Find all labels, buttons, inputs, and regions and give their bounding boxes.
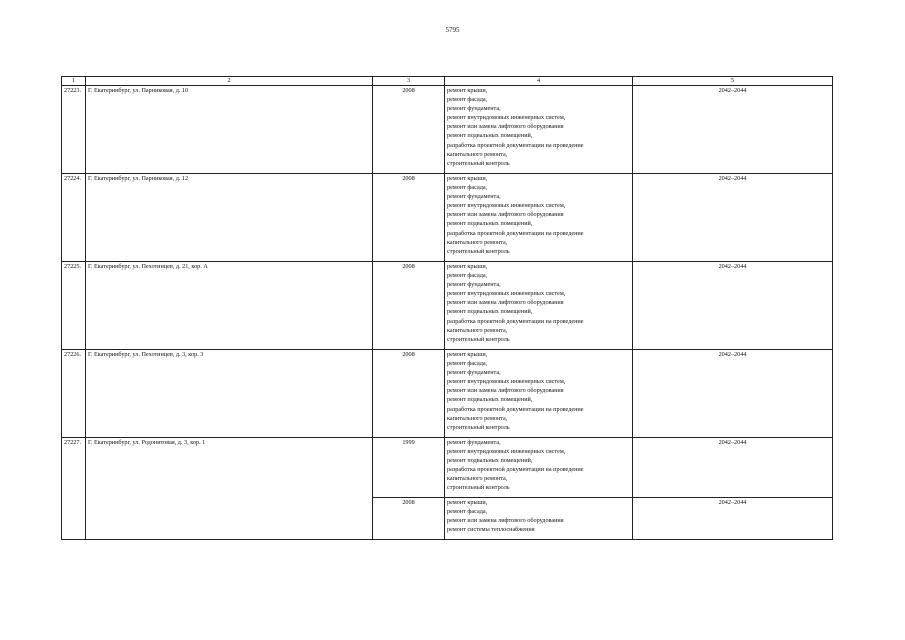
work-item: разработка проектной документации на проведение — [447, 141, 584, 149]
address-cell: Г. Екатеринбург, ул. Парниковая, д. 12 — [86, 174, 373, 262]
work-item: ремонт внутридомовых инженерных систем, — [447, 290, 566, 298]
year-cell: 2008 — [373, 174, 445, 262]
work-item: ремонт подвальных помещений, — [447, 457, 533, 465]
page-number: 5795 — [445, 26, 460, 34]
work-item: ремонт или замена лифтового оборудования — [447, 517, 564, 525]
address-cell: Г. Екатеринбург, ул. Родонитовая, д. 3, кор. 1 — [86, 438, 373, 540]
work-item: строительный контроль — [447, 159, 510, 167]
work-item: строительный контроль — [447, 247, 510, 255]
work-item: ремонт подвальных помещений, — [447, 396, 533, 404]
address-cell: Г. Екатеринбург, ул. Пехотинцев, д. 21, кор. А — [86, 262, 373, 350]
table-row — [62, 262, 833, 350]
work-item: ремонт подвальных помещений, — [447, 220, 533, 228]
work-item: ремонт фундамента, — [447, 105, 501, 113]
period-cell: 2042–2044 — [633, 262, 833, 350]
work-item: ремонт крыши, — [447, 499, 488, 506]
address-cell: Г. Екатеринбург, ул. Парниковая, д. 10 — [86, 86, 373, 174]
work-item: ремонт фундамента, — [447, 369, 501, 377]
work-item: ремонт крыши, — [447, 175, 488, 182]
work-item: ремонт фундамента, — [447, 439, 501, 446]
work-item: ремонт фасада, — [447, 360, 488, 368]
work-item: ремонт фасада, — [447, 184, 488, 192]
header-col-2: 2 — [86, 77, 373, 86]
works-cell — [445, 174, 633, 262]
year-cell: 2008 — [373, 350, 445, 438]
work-item: разработка проектной документации на проведение — [447, 317, 584, 325]
work-item: строительный контроль — [447, 335, 510, 343]
table-row — [62, 438, 833, 498]
year-cell: 2008 — [373, 262, 445, 350]
repair-schedule-table — [61, 76, 833, 540]
works-cell — [445, 86, 633, 174]
year-cell: 1999 — [373, 438, 445, 498]
work-item: ремонт подвальных помещений, — [447, 132, 533, 140]
row-number: 27224. — [62, 174, 86, 262]
work-item: ремонт крыши, — [447, 263, 488, 270]
work-item: ремонт внутридомовых инженерных систем, — [447, 202, 566, 210]
work-item: ремонт или замена лифтового оборудования — [447, 299, 564, 307]
work-item: ремонт или замена лифтового оборудования — [447, 387, 564, 395]
table-row — [62, 350, 833, 438]
work-item: капитального ремонта, — [447, 150, 508, 158]
period-cell: 2042–2044 — [633, 174, 833, 262]
table-row — [62, 86, 833, 174]
header-col-5: 5 — [633, 77, 833, 86]
period-cell: 2042–2044 — [633, 86, 833, 174]
period-cell: 2042–2044 — [633, 498, 833, 540]
works-cell — [445, 438, 633, 498]
work-item: ремонт системы теплоснабжения — [447, 526, 535, 534]
row-number: 27226. — [62, 350, 86, 438]
work-item: ремонт внутридомовых инженерных систем, — [447, 378, 566, 386]
work-item: строительный контроль — [447, 423, 510, 431]
work-item: ремонт или замена лифтового оборудования — [447, 211, 564, 219]
work-item: ремонт фундамента, — [447, 281, 501, 289]
work-item: капитального ремонта, — [447, 475, 508, 483]
year-cell: 2008 — [373, 86, 445, 174]
header-col-1: 1 — [62, 77, 86, 86]
work-item: капитального ремонта, — [447, 238, 508, 246]
work-item: ремонт крыши, — [447, 351, 488, 358]
work-item: ремонт фасада, — [447, 272, 488, 280]
work-item: ремонт фасада, — [447, 96, 488, 104]
row-number: 27225. — [62, 262, 86, 350]
work-item: ремонт крыши, — [447, 87, 488, 94]
address-cell: Г. Екатеринбург, ул. Пехотинцев, д. 3, кор. 3 — [86, 350, 373, 438]
header-col-3: 3 — [373, 77, 445, 86]
work-item: разработка проектной документации на проведение — [447, 229, 584, 237]
work-item: капитального ремонта, — [447, 414, 508, 422]
work-item: ремонт внутридомовых инженерных систем, — [447, 448, 566, 456]
work-item: капитального ремонта, — [447, 326, 508, 334]
work-item: разработка проектной документации на проведение — [447, 405, 584, 413]
period-cell: 2042–2044 — [633, 350, 833, 438]
work-item: ремонт внутридомовых инженерных систем, — [447, 114, 566, 122]
work-item: ремонт подвальных помещений, — [447, 308, 533, 316]
work-item: ремонт или замена лифтового оборудования — [447, 123, 564, 131]
header-row — [62, 77, 833, 86]
work-item: ремонт фундамента, — [447, 193, 501, 201]
row-number: 27223. — [62, 86, 86, 174]
works-cell — [445, 262, 633, 350]
row-number: 27227. — [62, 438, 86, 540]
works-cell — [445, 350, 633, 438]
work-item: строительный контроль — [447, 484, 510, 492]
period-cell: 2042–2044 — [633, 438, 833, 498]
work-item: ремонт фасада, — [447, 508, 488, 516]
header-col-4: 4 — [445, 77, 633, 86]
works-cell — [445, 498, 633, 540]
work-item: разработка проектной документации на проведение — [447, 466, 584, 474]
year-cell: 2008 — [373, 498, 445, 540]
table-row — [62, 174, 833, 262]
